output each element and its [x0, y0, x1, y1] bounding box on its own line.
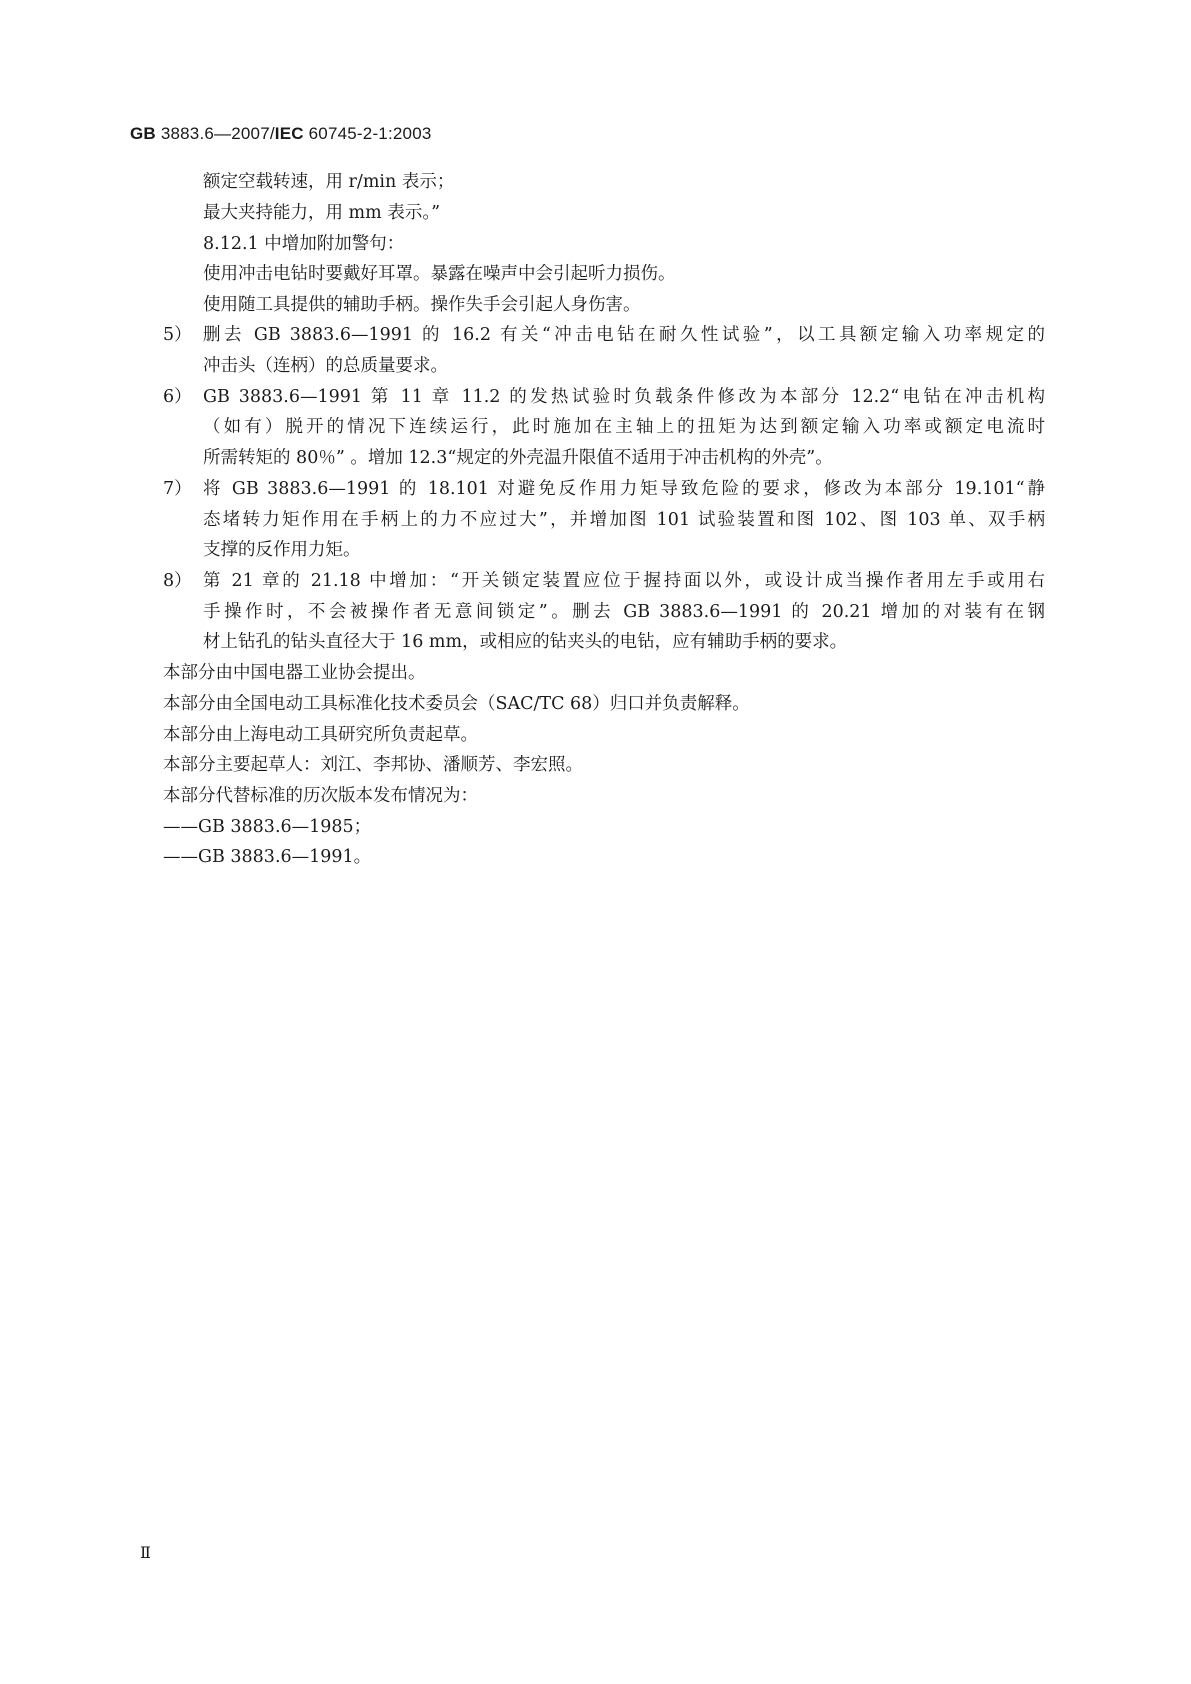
item-line: 所需转矩的 80％” 。增加 12.3“规定的外壳温升限值不适用于冲击机构的外壳”。 [203, 448, 833, 468]
item-line: 手操作时，不会被操作者无意间锁定”。删去 GB 3883.6—1991 的 20.21 增加的对装有在钢 [203, 602, 1045, 622]
header-code-bold-a: GB [130, 124, 156, 143]
paragraph: 本部分由全国电动工具标准化技术委员会（SAC/TC 68）归口并负责解释。 [163, 694, 750, 714]
item-line: 支撑的反作用力矩。 [203, 540, 361, 560]
paragraph: 本部分由上海电动工具研究所负责起草。 [163, 725, 478, 745]
text-line: 使用冲击电钻时要戴好耳罩。暴露在噪声中会引起听力损伤。 [203, 264, 676, 284]
previous-edition-item: ——GB 3883.6—1991。 [163, 847, 372, 867]
text-line: 额定空载转速，用 r/min 表示； [203, 172, 455, 192]
item-number: 8） [163, 571, 192, 591]
text-line: 最大夹持能力，用 mm 表示。” [203, 203, 441, 223]
paragraph: 本部分代替标准的历次版本发布情况为： [163, 786, 478, 806]
item-line: 将 GB 3883.6—1991 的 18.101 对避免反作用力矩导致危险的要求，修改为本部分 19.101“静 [203, 479, 1045, 499]
previous-edition-item: ——GB 3883.6—1985； [163, 817, 372, 837]
item-line: GB 3883.6—1991 第 11 章 11.2 的发热试验时负载条件修改为本部分 12.2“电钻在冲击机构 [203, 387, 1045, 407]
text-line: 8.12.1 中增加附加警句： [203, 234, 405, 254]
item-line: 冲击头（连柄）的总质量要求。 [203, 356, 448, 376]
item-line: 删去 GB 3883.6—1991 的 16.2 有关“冲击电钻在耐久性试验”，以工具额定输入功率规定的 [203, 325, 1045, 345]
page-number: Ⅱ [140, 1543, 151, 1562]
document-header [130, 124, 432, 144]
item-number: 6） [163, 387, 192, 407]
paragraph: 本部分主要起草人：刘江、李邦协、潘顺芳、李宏照。 [163, 755, 583, 775]
item-line: （如有）脱开的情况下连续运行，此时施加在主轴上的扭矩为达到额定输入功率或额定电流时 [203, 417, 1045, 437]
item-number: 7） [163, 479, 192, 499]
paragraph: 本部分由中国电器工业协会提出。 [163, 663, 426, 683]
item-line: 第 21 章的 21.18 中增加：“开关锁定装置应位于握持面以外，或设计成当操作者用左手或用右 [203, 571, 1045, 591]
item-line: 材上钻孔的钻头直径大于 16 mm，或相应的钻夹头的电钻，应有辅助手柄的要求。 [203, 632, 848, 652]
text-line: 使用随工具提供的辅助手柄。操作失手会引起人身伤害。 [203, 295, 641, 315]
header-code-a: 3883.6—2007/ [155, 124, 275, 143]
header-code-b: 60745-2-1:2003 [303, 124, 432, 143]
item-number: 5） [163, 325, 192, 345]
item-line: 态堵转力矩作用在手柄上的力不应过大”，并增加图 101 试验装置和图 102、图 103 单、双手柄 [203, 510, 1045, 530]
header-code-bold-b: IEC [274, 124, 304, 143]
